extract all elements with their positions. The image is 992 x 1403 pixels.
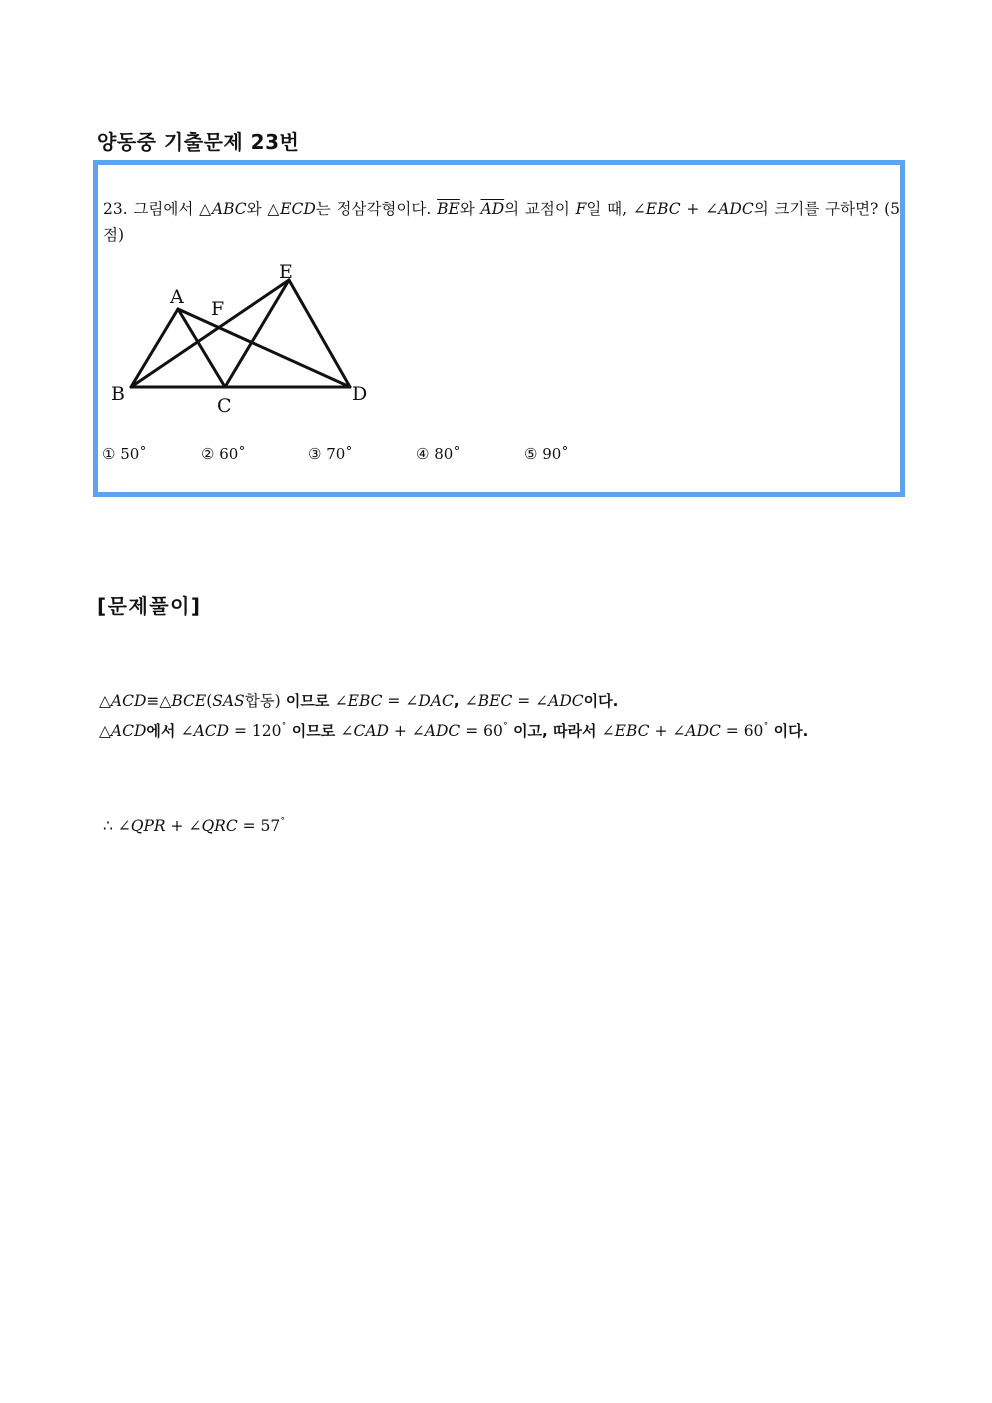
text-segment: + <box>165 817 189 835</box>
text-segment: 그림에서 <box>133 200 200 218</box>
text-segment: ADC <box>718 200 754 218</box>
text-segment: ˚ <box>281 723 287 734</box>
text-segment: ADC <box>685 722 721 740</box>
text-segment: 와 <box>246 200 268 218</box>
text-segment: ∠ <box>411 722 425 740</box>
solution-conclusion <box>103 817 285 835</box>
segment-ba <box>131 309 178 387</box>
text-segment: ∠ <box>672 722 686 740</box>
text-segment: ECD <box>280 200 316 218</box>
text-segment: 일 때, <box>586 200 633 218</box>
solution-line-1 <box>99 689 618 711</box>
label-f: F <box>211 298 225 320</box>
text-segment: ∠ <box>340 722 354 740</box>
text-segment: 이므로 <box>286 722 341 740</box>
text-segment: 이고, 따라서 <box>507 722 602 740</box>
text-segment: ≡ <box>146 692 160 710</box>
text-segment: ˚ <box>280 818 286 829</box>
text-segment: SAS <box>212 692 245 710</box>
choice-2[interactable]: ② 60˚ <box>201 445 246 463</box>
text-segment: BCE <box>171 692 207 710</box>
text-segment: 의 크기를 구하면? (5점) <box>103 200 901 244</box>
text-segment: ∴ <box>103 817 118 835</box>
text-segment: ACD <box>110 692 147 710</box>
text-segment: = <box>512 692 536 710</box>
text-segment: = <box>382 692 406 710</box>
text-segment: ∠ <box>601 722 615 740</box>
label-c: C <box>217 395 232 417</box>
text-segment: $\overline{BE}$ <box>437 200 460 218</box>
choice-3[interactable]: ③ 70˚ <box>308 445 353 463</box>
text-segment: △ <box>159 692 172 710</box>
text-segment: ˚ <box>502 723 508 734</box>
text-segment: ∠ <box>117 817 131 835</box>
text-segment: EBC <box>347 692 383 710</box>
text-segment: QRC <box>201 817 238 835</box>
text-segment: ACD <box>193 722 230 740</box>
text-segment: ∠ <box>464 692 478 710</box>
text-segment: 이다. <box>768 722 809 740</box>
solution-line-2 <box>99 720 808 741</box>
text-segment: ∠ <box>405 692 419 710</box>
text-segment: DAC <box>418 692 454 710</box>
solution-heading: [문제풀이] <box>97 594 202 618</box>
label-e: E <box>279 261 293 283</box>
text-segment: △ <box>99 692 111 710</box>
text-segment: ADC <box>424 722 461 740</box>
choice-5[interactable]: ⑤ 90˚ <box>524 445 569 463</box>
label-b: B <box>111 383 125 405</box>
text-segment: ACD <box>110 722 147 740</box>
problem-number: 23. <box>103 200 128 218</box>
text-segment: ∠ <box>535 692 549 710</box>
text-segment: EBC <box>614 722 650 740</box>
text-segment: 는 정삼각형이다. <box>315 200 438 218</box>
problem-text <box>103 196 900 248</box>
text-segment: ABC <box>211 200 247 218</box>
text-segment: 에서 <box>146 722 181 740</box>
text-segment: = 60 <box>460 722 503 740</box>
text-segment: ∠ <box>180 722 194 740</box>
triangle-figure <box>106 254 378 417</box>
text-segment: ∠ <box>632 200 646 218</box>
text-segment: = 57 <box>237 817 281 835</box>
label-a: A <box>170 286 184 308</box>
problem-statement <box>103 200 900 244</box>
text-segment: ˚ <box>763 723 769 734</box>
text-segment: EBC <box>645 200 681 218</box>
text-segment: ADC <box>548 692 584 710</box>
problem-box <box>93 160 905 497</box>
text-segment: + <box>388 722 412 740</box>
text-segment: 의 교점이 <box>504 200 576 218</box>
text-segment: + <box>680 200 706 218</box>
text-segment: QPR <box>130 817 166 835</box>
text-segment: ∠ <box>705 200 719 218</box>
segment-ed <box>289 280 350 387</box>
label-d: D <box>352 383 368 405</box>
text-segment: ( <box>206 692 213 710</box>
text-segment: 이다. <box>583 692 619 710</box>
choice-1[interactable]: ① 50˚ <box>102 445 147 463</box>
page-title: 양동중 기출문제 23번 <box>97 130 300 154</box>
text-segment: = 120 <box>229 722 282 740</box>
text-segment: 합동 <box>244 692 275 710</box>
text-segment: 와 <box>459 200 481 218</box>
text-segment: $\overline{AD}$ <box>480 200 505 218</box>
text-segment: F <box>575 200 587 218</box>
text-segment: = 60 <box>720 722 764 740</box>
text-segment: CAD <box>353 722 389 740</box>
text-segment: △ <box>267 200 281 218</box>
text-segment: ∠ <box>188 817 202 835</box>
text-segment: , <box>453 692 465 710</box>
segment-be <box>131 280 289 387</box>
text-segment: ) <box>274 692 281 710</box>
text-segment: + <box>649 722 673 740</box>
choice-4[interactable]: ④ 80˚ <box>416 445 461 463</box>
text-segment: BEC <box>477 692 513 710</box>
text-segment: △ <box>199 200 212 218</box>
text-segment: △ <box>99 722 111 740</box>
text-segment: 이므로 <box>280 692 335 710</box>
text-segment: ∠ <box>334 692 348 710</box>
